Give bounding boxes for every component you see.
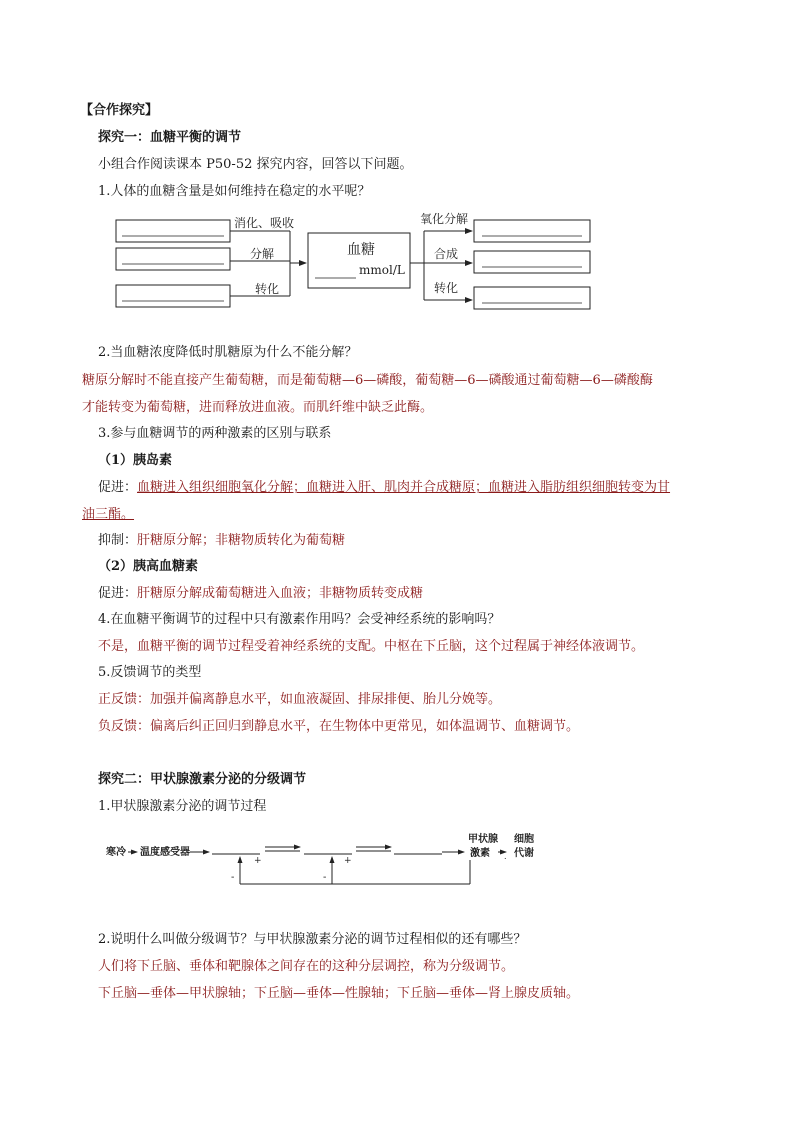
ex2-question-1: 1.甲状腺激素分泌的调节过程 [98,799,267,814]
cell-metabolism-label-1: 细胞 [514,834,534,845]
promote-label: 促进： [98,480,138,495]
ex1-question-2: 2.当血糖浓度降低时肌糖原为什么不能分解？ [98,345,358,360]
target-box-1 [474,220,590,242]
svg-text:.: . [504,852,507,861]
sensor-label: 温度感受器 [140,847,190,858]
cell-metabolism-label-2: 代谢 [514,848,534,859]
ex2-question-2: 2.说明什么叫做分级调节？与甲状腺激素分泌的调节过程相似的还有哪些？ [98,932,527,947]
insulin-inhibit-line [98,532,345,550]
thyroid-hormone-label-2: 激素 [470,848,490,859]
label-digest-absorb: 消化、吸收 [234,216,295,230]
ex1-answer-2-line-2: 才能转变为葡萄糖，进而释放进血液。而肌纤维中缺乏此酶。 [82,400,434,415]
ex1-answer-2-line-1: 糖原分解时不能直接产生葡萄糖，而是葡萄糖—6—磷酸，葡萄糖—6—磷酸通过葡萄糖—6—磷酸酶 [82,373,653,388]
exploration-2-title: 探究二：甲状腺激素分泌的分级调节 [98,772,307,787]
ex2-answer-2-line-2: 下丘脑—垂体—甲状腺轴；下丘脑—垂体—性腺轴；下丘脑—垂体—肾上腺皮质轴。 [98,986,580,1001]
ex1-question-3: 3.参与血糖调节的两种激素的区别与联系 [98,426,332,441]
ex1-question-1: 1.人体的血糖含量是如何维持在稳定的水平呢？ [98,184,371,199]
thyroid-hormone-label-1: 甲状腺 [468,834,498,845]
positive-feedback-text: 加强并偏离静息水平，如血液凝固、排尿排便、胎儿分娩等。 [150,692,502,707]
ex1-question-5: 5.反馈调节的类型 [98,665,202,680]
source-box-2 [116,248,230,270]
label-decompose: 分解 [250,247,275,261]
glucagon-promote-text: 肝糖原分解成葡萄糖进入血液；非糖物质转变成糖 [137,586,424,601]
plus-sign-1: + [254,856,262,866]
insulin-promote-line-2: 油三酯。 [82,507,135,522]
cold-label: 寒冷 [106,847,126,858]
label-convert-in: 转化 [255,282,280,296]
insulin-inhibit-text: 肝糖原分解；非糖物质转化为葡萄糖 [137,533,346,548]
exploration-1-title: 探究一：血糖平衡的调节 [98,130,242,145]
target-box-3 [474,287,590,309]
glucagon-title: （2）胰高血糖素 [98,559,199,574]
minus-sign-1: - [231,872,235,883]
positive-feedback-line [98,691,501,709]
label-synthesize: 合成 [434,247,459,261]
promote-label: 促进： [98,586,138,601]
blood-glucose-diagram [110,208,600,314]
thyroid-regulation-diagram [104,828,554,892]
target-box-2 [474,251,590,273]
inhibit-label: 抑制： [98,533,138,548]
insulin-title: （1）胰岛素 [98,453,173,468]
label-oxidize: 氧化分解 [420,212,469,226]
unit-label: mmol/L [359,263,405,277]
source-box-3 [116,285,230,307]
glucagon-promote-line [98,585,423,603]
insulin-promote-line-1 [98,479,670,497]
positive-feedback-label: 正反馈： [98,692,151,707]
blood-glucose-label: 血糖 [347,242,375,258]
minus-sign-2: - [323,872,327,883]
section-title: 【合作探究】 [80,103,159,118]
ex1-answer-4: 不是，血糖平衡的调节过程受着神经系统的支配。中枢在下丘脑，这个过程属于神经体液调节。 [98,639,645,654]
ex2-answer-2-line-1: 人们将下丘脑、垂体和靶腺体之间存在的这种分层调控，称为分级调节。 [98,959,515,974]
ex1-intro: 小组合作阅读课本 P50-52 探究内容，回答以下问题。 [98,157,413,172]
ex1-question-4: 4.在血糖平衡调节的过程中只有激素作用吗？会受神经系统的影响吗？ [98,612,501,627]
negative-feedback-text: 偏离后纠正回归到静息水平，在生物体中更常见，如体温调节、血糖调节。 [150,719,580,734]
negative-feedback-line [98,718,579,736]
plus-sign-2: + [344,856,352,866]
insulin-promote-text: 血糖进入组织细胞氧化分解；血糖进入肝、肌肉并合成糖原；血糖进入脂肪组织细胞转变为甘 [137,480,671,495]
negative-feedback-label: 负反馈： [98,719,151,734]
source-box-1 [116,220,230,242]
label-convert-out: 转化 [434,281,459,295]
